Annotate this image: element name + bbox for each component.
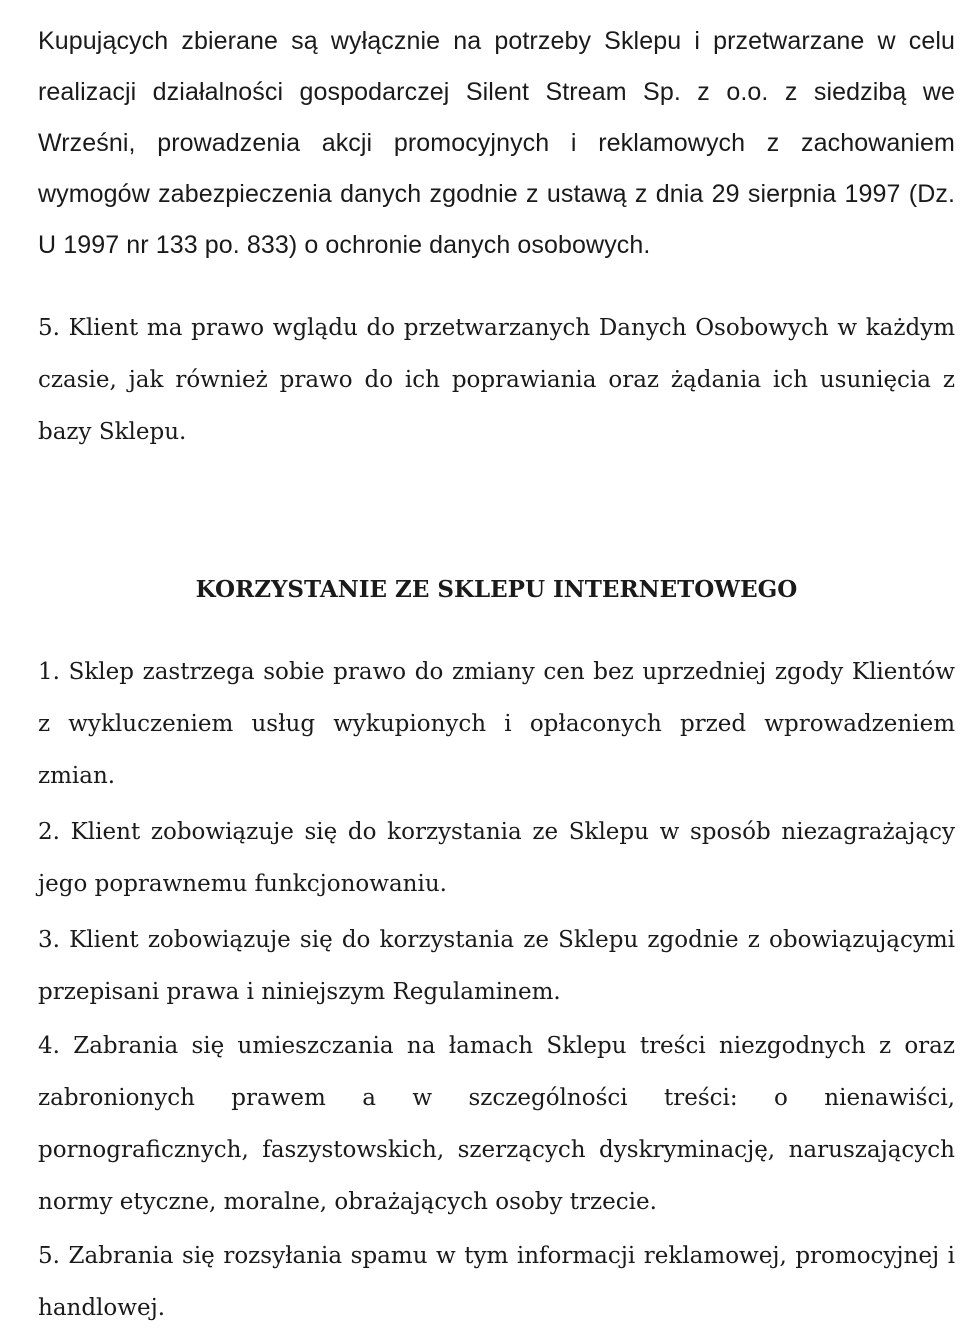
item-text: Zabrania się rozsyłania spamu w tym informacji reklamowej, promocyjnej i handlowej. [38, 1243, 955, 1321]
section-item-2 [38, 806, 955, 910]
intro-paragraph: Kupujących zbierane są wyłącznie na potrzeby Sklepu i przetwarzane w celu realizacji działalności gospodarczej Silent Stream Sp. z o.o. z siedzibą we Wrześni, prowadzenia akcji promocyjnych i reklamowych z zachowaniem wymogów zabezpieczenia danych zgodnie z ustawą z dnia 29 sierpnia 1997 (Dz. U 1997 nr 133 po. 833) o ochronie danych osobowych. [38, 27, 955, 259]
item-text: Klient zobowiązuje się do korzystania ze Sklepu zgodnie z obowiązującymi przepisani prawa i niniejszym Regulaminem. [38, 927, 956, 1005]
item-number: 3. [38, 927, 60, 953]
item-number: 5. [38, 1243, 60, 1269]
section-item-5 [38, 1230, 955, 1334]
item-text: Klient zobowiązuje się do korzystania ze Sklepu w sposób niezagrażający jego poprawnemu funkcjonowaniu. [38, 819, 955, 897]
section-item-4 [38, 1020, 955, 1228]
section-heading: KORZYSTANIE ZE SKLEPU INTERNETOWEGO [195, 576, 798, 603]
item-number: 5. [38, 315, 60, 341]
section-item-3 [38, 914, 955, 1018]
item-text: Sklep zastrzega sobie prawo do zmiany cen bez uprzedniej zgody Klientów z wykluczeniem usług wykupionych i opłaconych przed wprowadzeniem zmian. [38, 659, 955, 789]
item-text: Klient ma prawo wglądu do przetwarzanych Danych Osobowych w każdym czasie, jak również prawo do ich poprawiania oraz żądania ich usunięcia z bazy Sklepu. [38, 315, 956, 445]
item-number: 1. [38, 659, 60, 685]
item-number: 2. [38, 819, 60, 845]
item-number: 4. [38, 1033, 60, 1059]
item-text: Zabrania się umieszczania na łamach Sklepu treści niezgodnych z oraz zabronionych prawem a w szczególności treści: o nienawiści, pornograficznych, faszystowskich, szerzących dyskryminację, naruszających normy etyczne, moralne, obrażających osoby trzecie. [38, 1033, 955, 1215]
section-item-1 [38, 646, 955, 802]
data-protection-item [38, 302, 955, 458]
